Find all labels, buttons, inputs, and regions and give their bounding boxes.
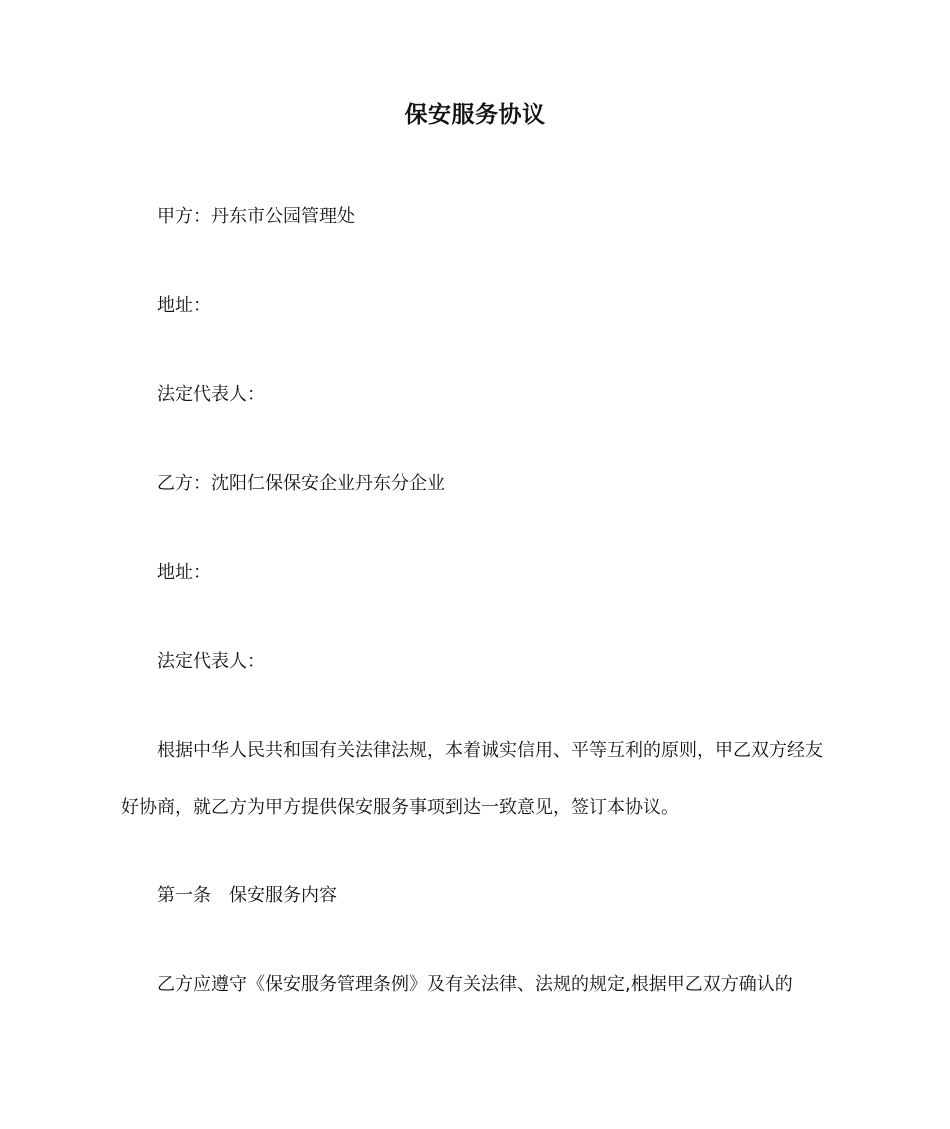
document-title: 保安服务协议 bbox=[404, 102, 546, 128]
party-a-line: 甲方：丹东市公园管理处 bbox=[157, 206, 355, 227]
article-1-number: 第一条 bbox=[157, 885, 211, 906]
preamble-line-1: 根据中华人民共和国有关法律法规，本着诚实信用、平等互利的原则，甲乙双方经友 bbox=[157, 740, 823, 761]
preamble-line-2: 好协商，就乙方为甲方提供保安服务事项到达一致意见，签订本协议。 bbox=[121, 797, 679, 818]
party-b-line: 乙方：沈阳仁保保安企业丹东分企业 bbox=[157, 473, 445, 494]
article-1-body-line-1: 乙方应遵守《保安服务管理条例》及有关法律、法规的规定,根据甲乙双方确认的 bbox=[157, 974, 793, 995]
party-a-representative: 法定代表人： bbox=[157, 384, 265, 405]
party-b-address: 地址： bbox=[157, 562, 211, 583]
party-a-address: 地址： bbox=[157, 295, 211, 316]
article-1-title: 保安服务内容 bbox=[229, 885, 337, 906]
party-b-representative: 法定代表人： bbox=[157, 651, 265, 672]
article-1-heading bbox=[157, 882, 337, 910]
